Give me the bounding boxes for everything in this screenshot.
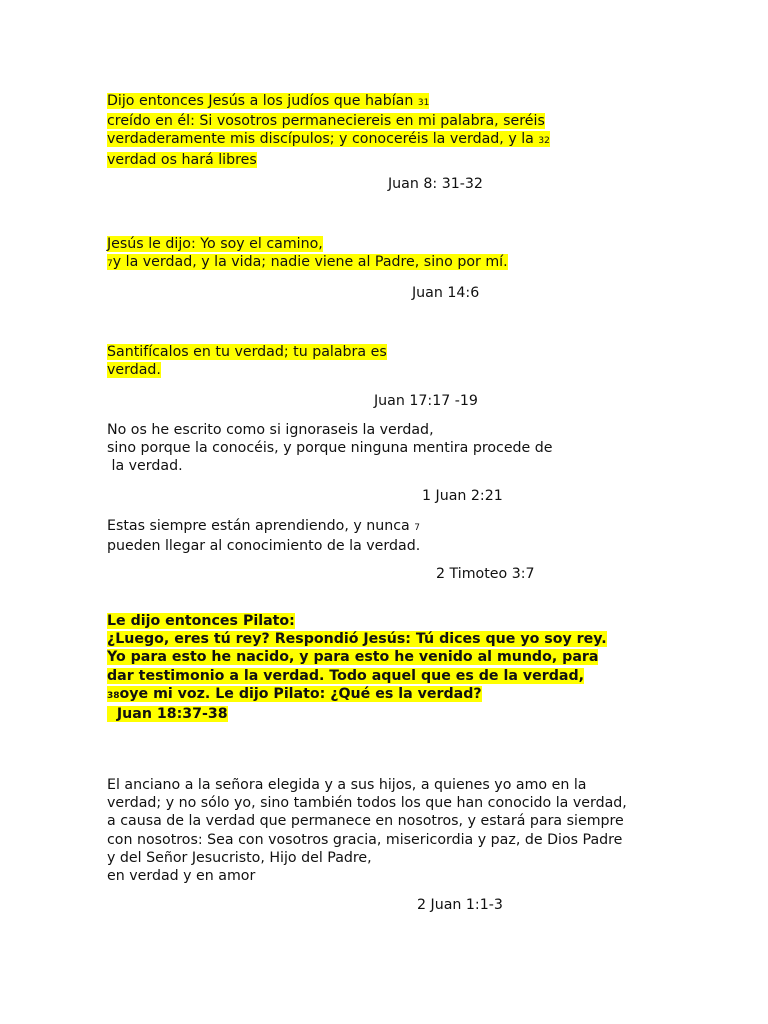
verse-text: oye mi voz. Le dijo Pilato: ¿Qué es la verdad? <box>119 685 482 702</box>
verse-text: creído en él: Si vosotros permaneciereis en mi palabra, seréis <box>107 113 545 130</box>
reference-juan-17: Juan 17:17 -19 <box>374 393 478 409</box>
reference-juan-14: Juan 14:6 <box>412 285 480 301</box>
verse-text: Jesús le dijo: Yo soy el camino, <box>107 236 323 252</box>
reference-2-timoteo-3: 2 Timoteo 3:7 <box>436 566 535 582</box>
verse-text: verdaderamente mis discípulos; y conoceréis la verdad, y la <box>107 131 539 148</box>
verse-text: y la verdad, y la vida; nadie viene al Padre, sino por mí. <box>112 254 508 271</box>
verse-text: sino porque la conocéis, y porque ninguna mentira procede de <box>107 440 553 457</box>
verse-text: en verdad y en amor <box>107 868 256 885</box>
verse-text: dar testimonio a la verdad. Todo aquel que es de la verdad, <box>107 667 585 684</box>
verse-text: verdad; y no sólo yo, sino también todos los que han conocido la verdad, <box>107 795 627 812</box>
verse-text: verdad os hará libres <box>107 151 257 168</box>
verse-text: verdad. <box>107 362 161 379</box>
verse-text: ¿Luego, eres tú rey? Respondió Jesús: Tú dices que yo soy rey. <box>107 631 607 648</box>
passage-1-juan-2 <box>107 421 553 476</box>
reference-juan-8: Juan 8: 31-32 <box>388 176 483 192</box>
verse-text: Yo para esto he nacido, y para esto he venido al mundo, para <box>107 649 599 666</box>
verse-number: 32 <box>538 136 550 147</box>
passage-2-juan-1 <box>107 776 627 885</box>
verse-text: Dijo entonces Jesús a los judíos que habían <box>107 93 418 109</box>
verse-text: a causa de la verdad que permanece en nosotros, y estará para siempre <box>107 813 624 830</box>
passage-juan-14 <box>107 235 508 273</box>
passage-2-timoteo-3 <box>107 517 420 555</box>
passage-juan-8 <box>107 92 550 169</box>
verse-text: Le dijo entonces Pilato: <box>107 613 295 629</box>
reference-juan-18: Juan 18:37-38 <box>107 706 228 723</box>
verse-number: 31 <box>417 98 430 108</box>
verse-text: y del Señor Jesucristo, Hijo del Padre, <box>107 849 372 866</box>
verse-number: 7 <box>414 523 420 533</box>
verse-text: No os he escrito como si ignoraseis la verdad, <box>107 422 434 438</box>
verse-number: 7 <box>107 259 113 270</box>
verse-text: pueden llegar al conocimiento de la verdad. <box>107 538 421 555</box>
reference-1-juan-2: 1 Juan 2:21 <box>422 488 503 504</box>
verse-text: Estas siempre están aprendiendo, y nunca <box>107 518 415 534</box>
verse-text: la verdad. <box>107 458 183 475</box>
verse-text: El anciano a la señora elegida y a sus hijos, a quienes yo amo en la <box>107 777 587 793</box>
verse-number: 38 <box>107 690 120 701</box>
verse-text: con nosotros: Sea con vosotros gracia, misericordia y paz, de Dios Padre <box>107 831 623 848</box>
reference-2-juan-1: 2 Juan 1:1-3 <box>417 897 503 913</box>
verse-text: Santifícalos en tu verdad; tu palabra es <box>107 344 387 360</box>
passage-juan-17 <box>107 343 387 379</box>
passage-juan-18 <box>107 612 607 723</box>
